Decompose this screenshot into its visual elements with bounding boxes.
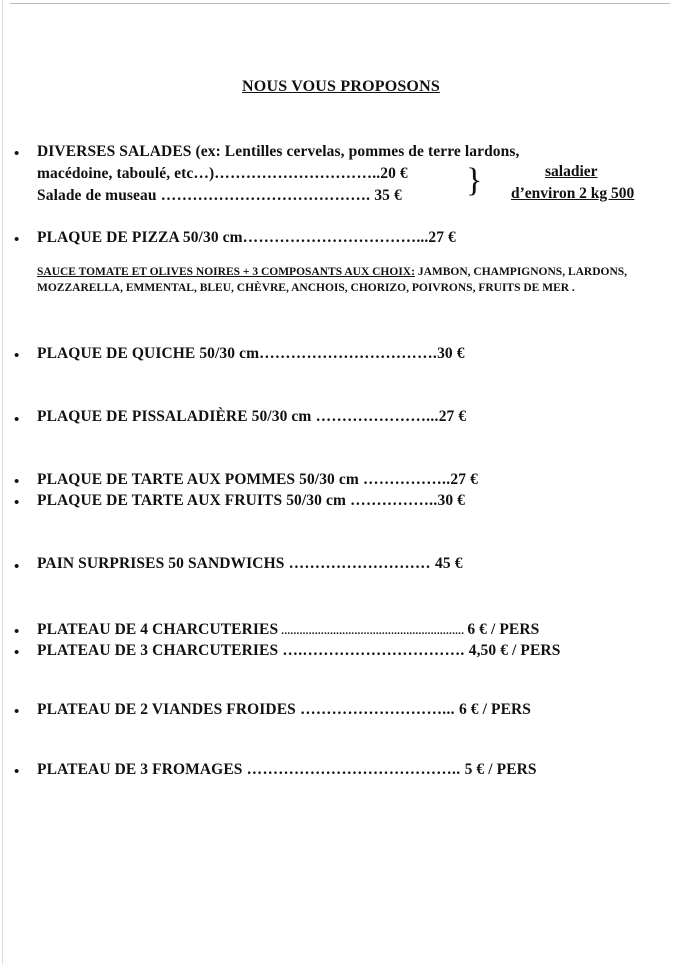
item-text: PLAQUE DE TARTE AUX POMMES 50/30 cm [37,471,359,488]
leader-dots: ….…………………………. [278,642,469,659]
menu-item [37,761,537,779]
leader-dots: …………….. [358,471,451,488]
bullet: • [14,348,20,364]
price: ..20 € [372,165,408,182]
pizza-line [37,229,456,247]
price: 4,50 € / PERS [468,642,561,659]
price: 5 € / PERS [464,761,537,778]
top-rule [10,3,670,4]
price: 27 € [450,471,478,488]
menu-item [37,408,466,426]
leader-dots: ………………………………….. [242,761,465,778]
page-title: NOUS VOUS PROPOSONS [242,78,440,95]
menu-item [37,642,560,660]
saladier-label: saladier [545,163,598,180]
item-text: PLATEAU DE 4 CHARCUTERIES [37,621,279,638]
price: 30 € [437,345,465,362]
item-text: PLAQUE DE TARTE AUX FRUITS 50/30 cm [37,492,346,509]
leader-dots: ............................................................ [278,625,468,637]
salades-line-2 [37,165,408,183]
pizza-sauce-note [37,264,677,296]
bullet: • [14,624,20,640]
menu-item [37,492,465,510]
menu-item [37,471,478,489]
price: 30 € [437,492,466,509]
bullet: • [14,559,20,575]
salades-line-3 [37,187,402,205]
bullet: • [14,232,20,248]
bullet: • [14,412,20,428]
menu-item [37,345,465,363]
salades-line-2-text: macédoine, taboulé, etc…) [37,165,215,182]
item-text: PLATEAU DE 2 VIANDES FROIDES [37,701,296,718]
bullet: • [14,764,20,780]
leader-dots: …………….. [345,492,438,509]
leader-dots: …………………………… [242,229,417,246]
pizza-text: PLAQUE DE PIZZA 50/30 cm [37,229,243,246]
leader-dots: …………………………………. [156,187,371,204]
sauce-heading: SAUCE TOMATE ET OLIVES NOIRES + 3 COMPOSANTS AUX CHOIX: [37,266,415,278]
item-text: PLAQUE DE QUICHE 50/30 cm [37,345,260,362]
item-text: PLATEAU DE 3 CHARCUTERIES [37,642,279,659]
brace-icon: } [466,162,483,199]
menu-item [37,555,463,573]
price: 27 € [438,408,467,425]
salades-line-1: DIVERSES SALADES (ex: Lentilles cervelas, pommes de terre lardons, [37,143,520,160]
item-text: PLAQUE DE PISSALADIÈRE 50/30 cm [37,408,312,425]
item-text: PAIN SURPRISES 50 SANDWICHS [37,555,285,572]
scan-edge [2,0,3,964]
price: 6 € / PERS [458,701,532,718]
price: 35 € [370,187,402,204]
bullet: • [14,146,20,162]
leader-dots: ………………………… [214,165,373,182]
price: ...27 € [416,229,456,246]
leader-dots: …………………... [311,408,439,425]
bullet: • [14,645,20,661]
leader-dots: ……………………… [284,555,436,572]
menu-item [37,701,531,719]
bullet: • [14,495,20,511]
price: 45 € [435,555,463,572]
leader-dots: ……………………………. [259,345,438,362]
bullet: • [14,704,20,720]
bullet: • [14,474,20,490]
sauce-ingredients: JAMBON, CHAMPIGNONS, LARDONS, MOZZARELLA, EMMENTAL, BLEU, CHÈVRE, ANCHOIS, CHORIZO, POIVRONS, FRUITS DE MER . [37,266,628,294]
item-text: PLATEAU DE 3 FROMAGES [37,761,243,778]
leader-dots: ………………………... [295,701,459,718]
menu-item [37,621,539,639]
saladier-size: d’environ 2 kg 500 [511,185,635,202]
price: 6 € / PERS [467,621,540,638]
salades-line-3-text: Salade de museau [37,187,157,204]
